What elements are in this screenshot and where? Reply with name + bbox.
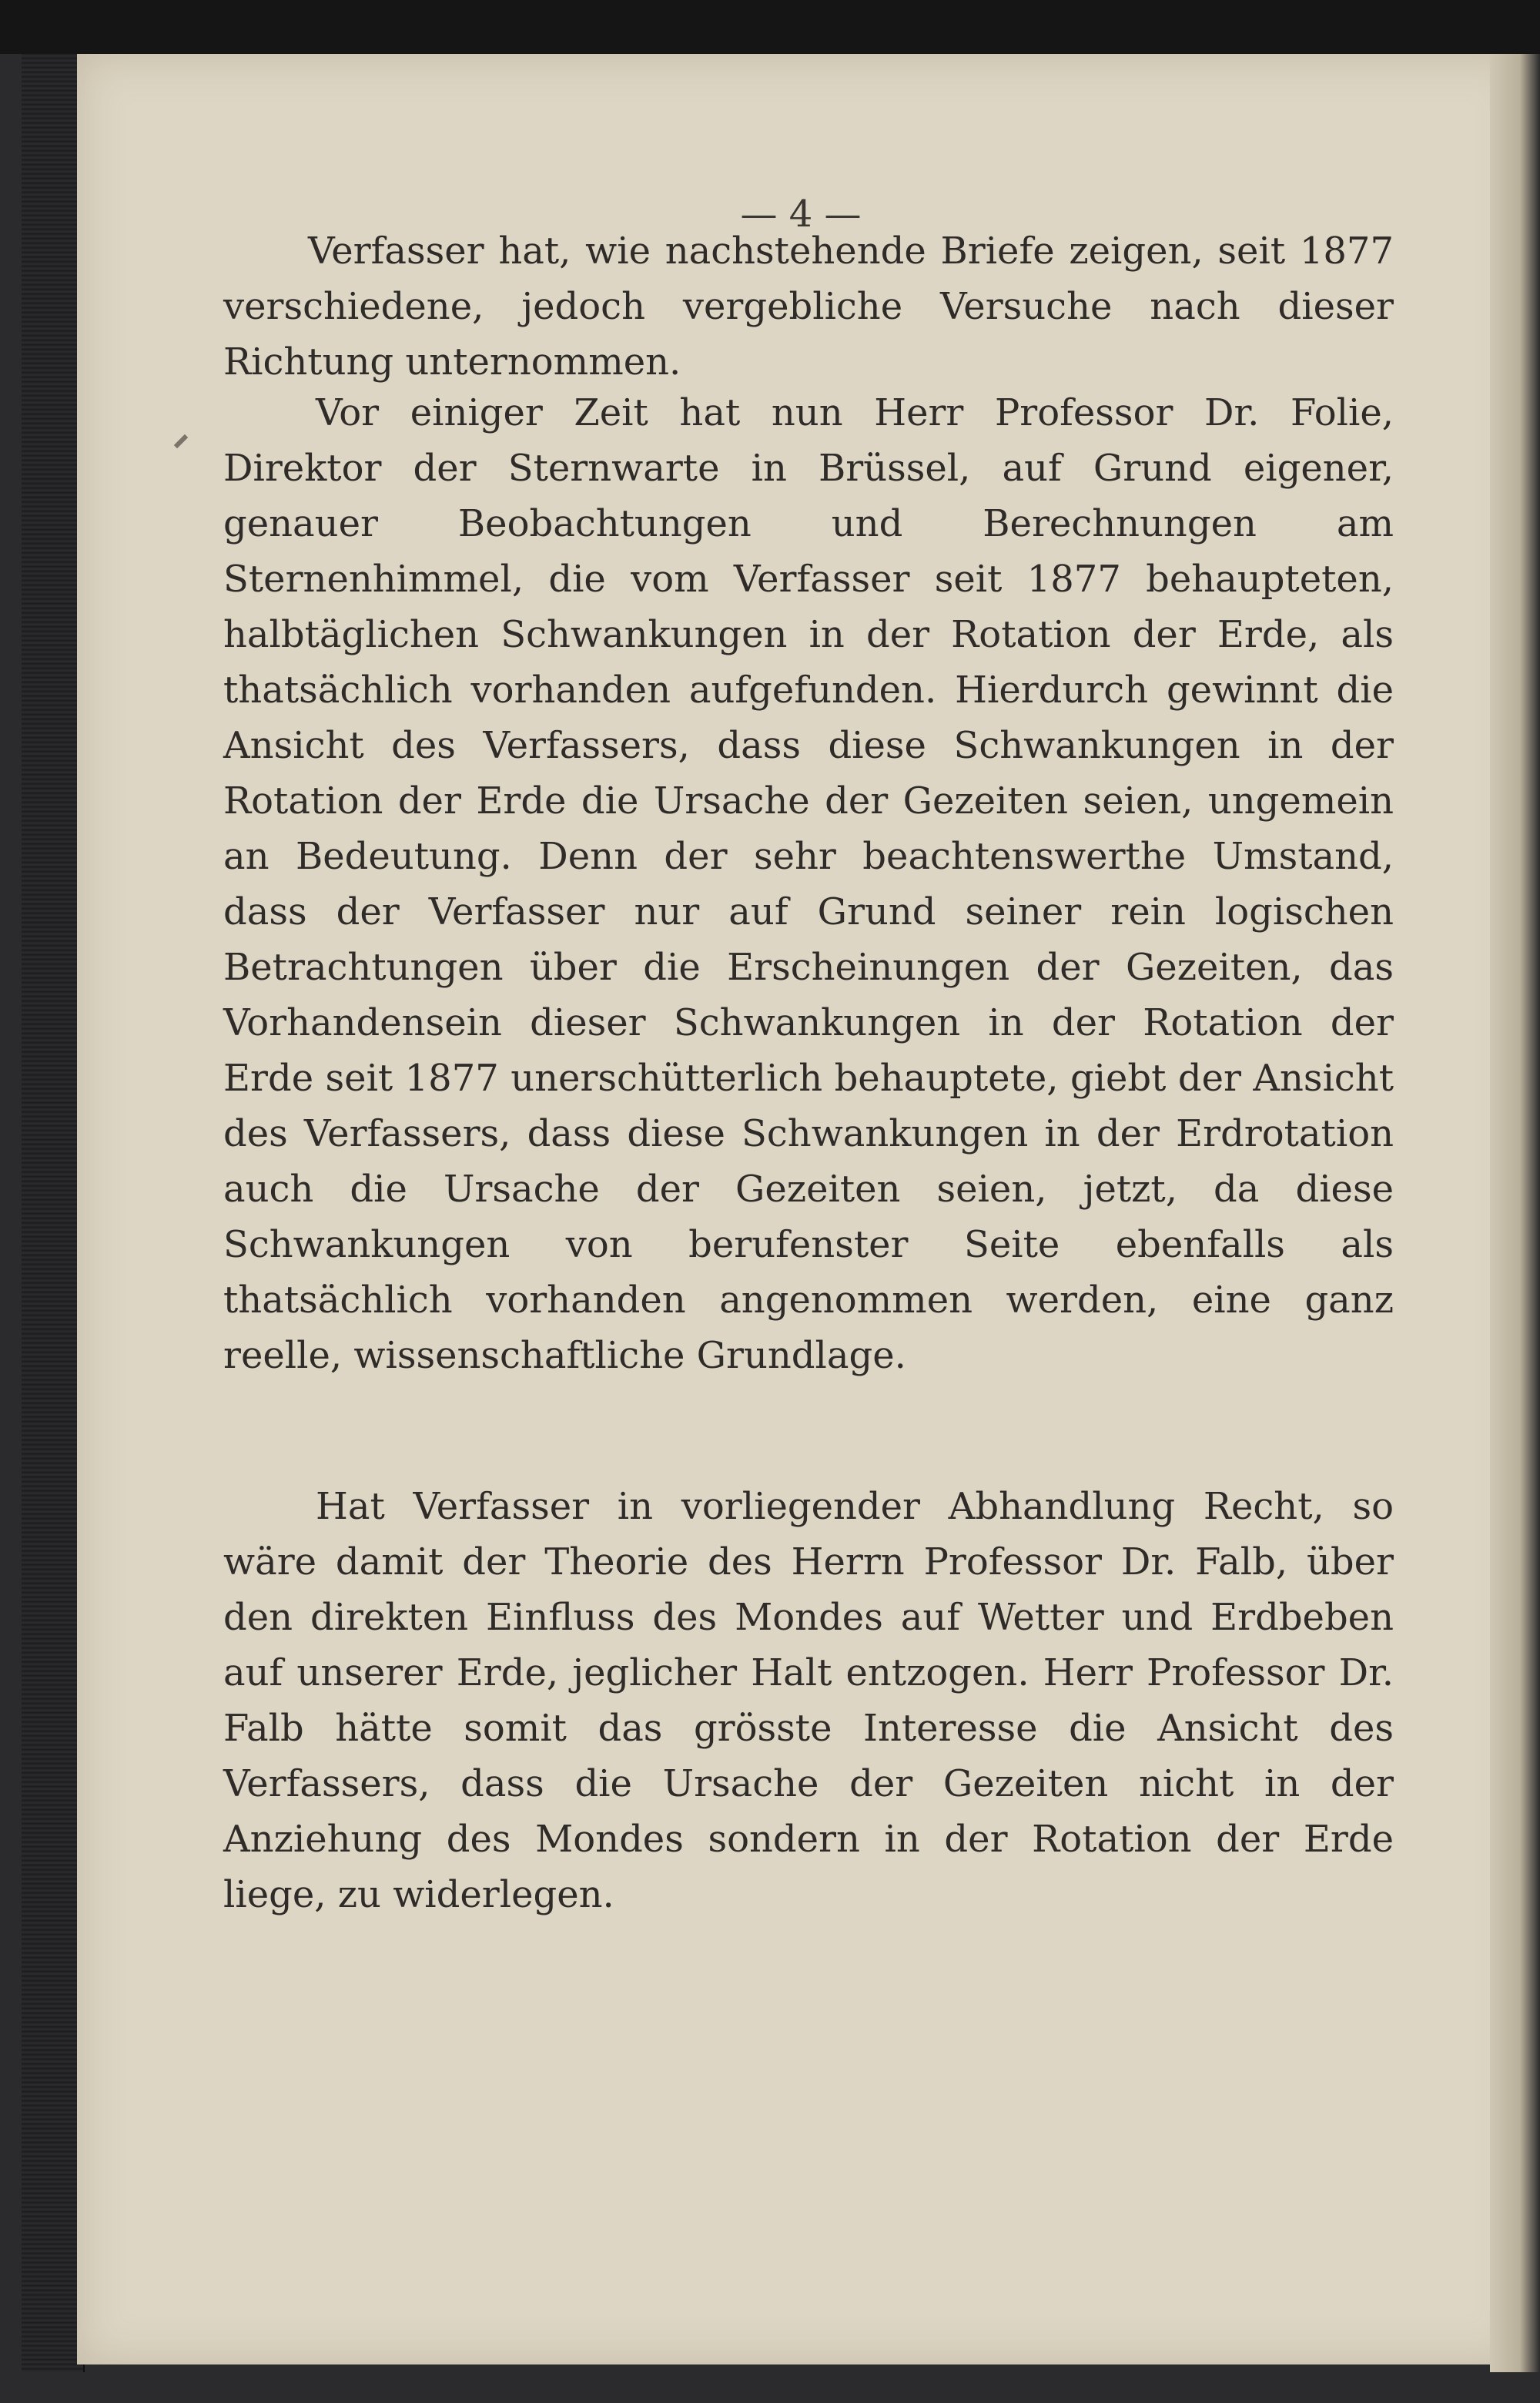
paragraph-3: Hat Verfasser in vorliegender Abhandlung Recht, so wäre damit der Theorie des Herrn Professor Dr. Falb, über den direkten Einfluss des Mondes auf Wetter und Erdbeben auf unserer Erde, jeglicher Halt entzogen. Herr Professor Dr. Falb hätte somit das grösste Interesse die Ansicht des Verfassers, dass die Ursache der Gezeiten nicht in der Anziehung des Mondes sondern in der Rotation der Erde liege, zu widerlegen. — [223, 1485, 1394, 1916]
page-right-edge — [1490, 54, 1540, 2372]
page-number: — 4 — — [740, 193, 862, 236]
scan-top-edge — [0, 0, 1540, 54]
paragraph-2: Vor einiger Zeit hat nun Herr Professor Dr. Folie, Direktor der Sternwarte in Brüssel, auf Grund eigener, genauer Beobachtungen und Berechnungen am Sternenhimmel, die vom Verfasser seit 1877 behaupteten, halbtäglichen Schwankungen in der Rotation der Erde, als thatsächlich vorhanden aufgefunden. Hierdurch gewinnt die Ansicht des Verfassers, dass diese Schwankungen in der Rotation der Erde die Ursache der Gezeiten seien, ungemein an Bedeutung. Denn der sehr beachtenswerthe Umstand, dass der Verfasser nur auf Grund seiner rein logischen Betrachtungen über die Erscheinungen der Gezeiten, das Vorhandensein dieser Schwankungen in der Rotation der Erde seit 1877 unerschütterlich behauptete, giebt der Ansicht des Verfassers, dass diese Schwankungen in der Erdrotation auch die Ursache der Gezeiten seien, jetzt, da diese Schwankungen von berufenster Seite ebenfalls als thatsächlich vorhanden angenommen werden, eine ganz reelle, wissenschaftliche Grundlage. — [223, 391, 1394, 1377]
paragraph-1: Verfasser hat, wie nachstehende Briefe zeigen, seit 1877 verschiedene, jedoch vergebliche Versuche nach dieser Richtung unternommen. — [223, 230, 1394, 384]
book-spine — [22, 54, 85, 2372]
